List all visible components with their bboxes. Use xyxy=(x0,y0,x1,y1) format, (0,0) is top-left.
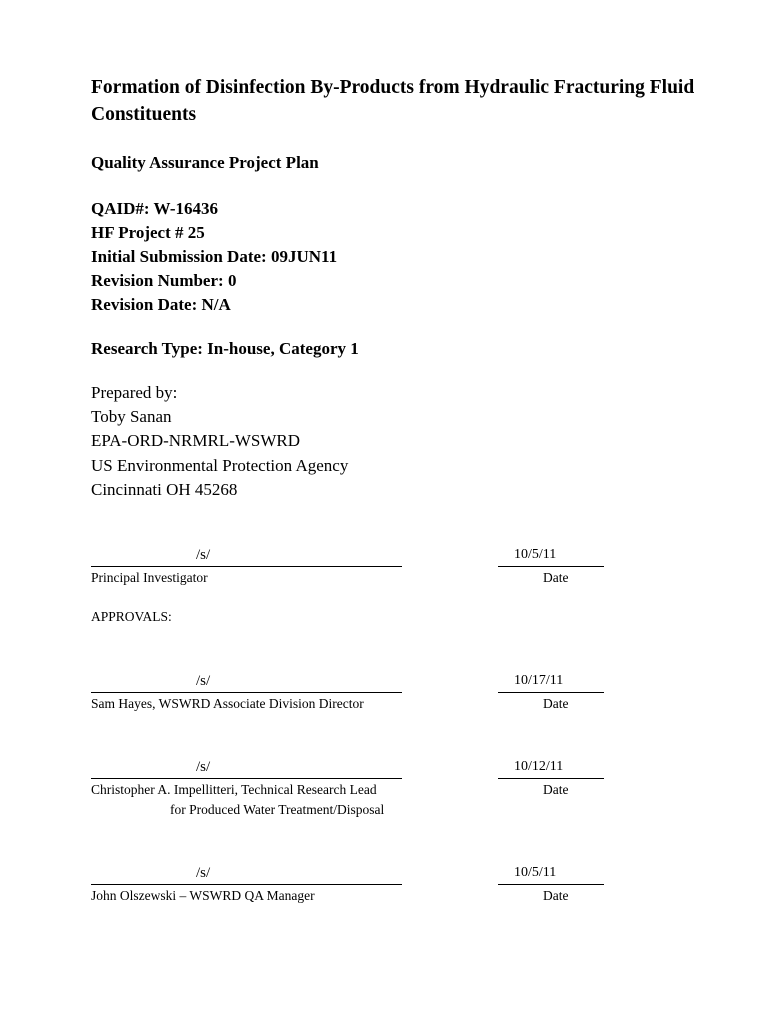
date-label: Date xyxy=(543,782,569,797)
signatory-role-line2: for Produced Water Treatment/Disposal xyxy=(170,802,385,817)
signatory-role: John Olszewski – WSWRD QA Manager xyxy=(91,888,315,903)
signature-mark: /s/ xyxy=(196,865,211,881)
qaid: QAID#: W-16436 xyxy=(91,199,219,218)
signature-date: 10/17/11 xyxy=(514,673,564,688)
approvals-heading: APPROVALS: xyxy=(91,609,172,624)
signature-mark: /s/ xyxy=(196,759,211,775)
revision-number: Revision Number: 0 xyxy=(91,271,237,290)
signature-line xyxy=(91,863,402,885)
signature-date: 10/12/11 xyxy=(514,759,564,774)
preparer-agency: US Environmental Protection Agency xyxy=(91,455,349,475)
preparer-org: EPA-ORD-NRMRL-WSWRD xyxy=(91,431,301,451)
research-type: Research Type: In-house, Category 1 xyxy=(91,339,359,358)
preparer-city: Cincinnati OH 45268 xyxy=(91,479,238,499)
signature-line xyxy=(91,545,402,567)
signatory-role: Christopher A. Impellitteri, Technical Research Lead xyxy=(91,782,377,797)
project-metadata xyxy=(91,197,337,317)
signature-line xyxy=(91,671,402,693)
initial-submission-date: Initial Submission Date: 09JUN11 xyxy=(91,247,338,266)
signatory-role: Sam Hayes, WSWRD Associate Division Director xyxy=(91,696,364,711)
document-subtitle: Quality Assurance Project Plan xyxy=(91,153,319,172)
preparer-name: Toby Sanan xyxy=(91,407,172,427)
signature-date: 10/5/11 xyxy=(514,865,557,880)
signatory-role: Principal Investigator xyxy=(91,570,208,585)
signature-line xyxy=(91,757,402,779)
revision-date: Revision Date: N/A xyxy=(91,295,231,314)
prepared-by-label: Prepared by: xyxy=(91,383,178,402)
signature-mark: /s/ xyxy=(196,547,211,563)
signature-date: 10/5/11 xyxy=(514,547,557,562)
document-title: Formation of Disinfection By-Products from Hydraulic Fracturing Fluid Constituents xyxy=(91,77,695,125)
date-label: Date xyxy=(543,888,569,903)
date-label: Date xyxy=(543,696,569,711)
date-label: Date xyxy=(543,570,569,585)
signature-mark: /s/ xyxy=(196,673,211,689)
hf-project-number: HF Project # 25 xyxy=(91,223,205,242)
prepared-by-block xyxy=(91,381,348,502)
